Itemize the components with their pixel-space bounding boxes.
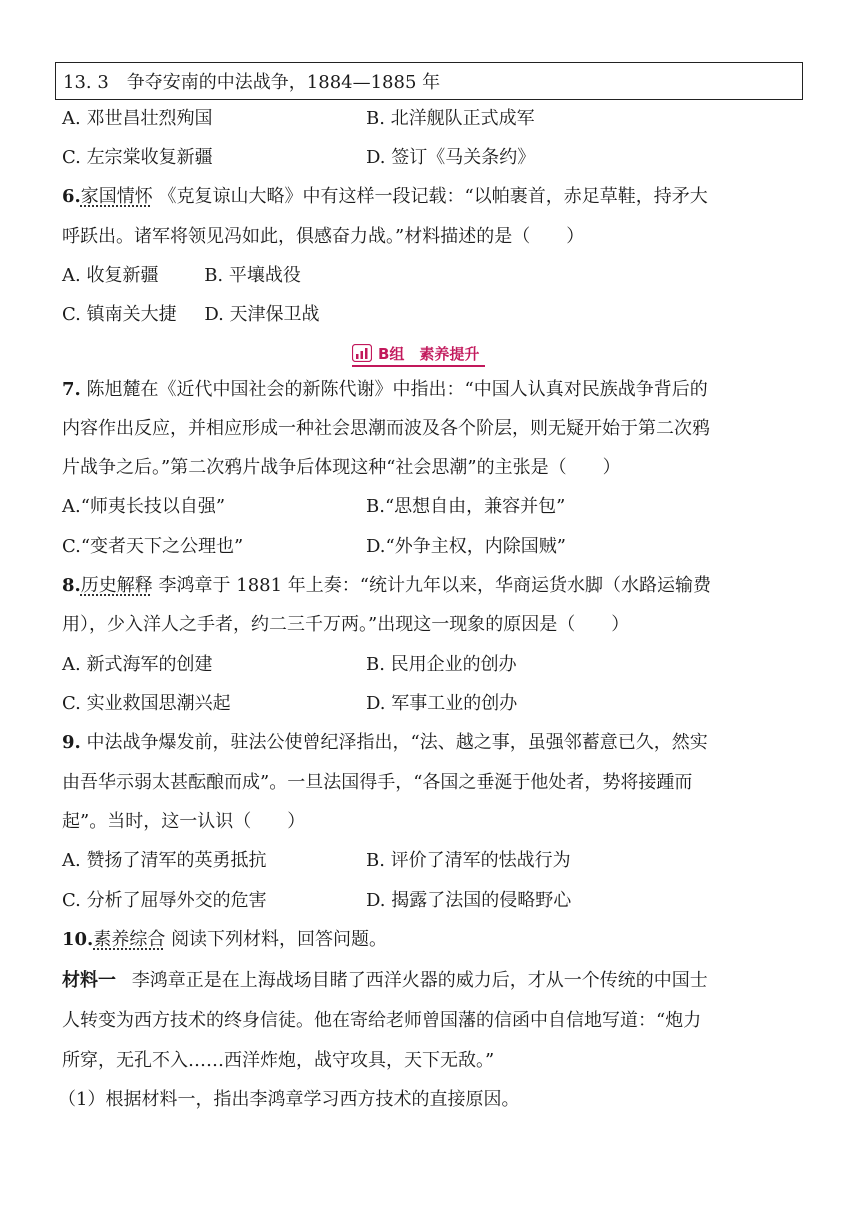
q6-options-row2 xyxy=(62,303,320,327)
q10-tag: 素养综合 xyxy=(93,929,166,950)
q7-text-1: 陈旭麓在《近代中国社会的新陈代谢》中指出：“中国人认真对民族战争背后的 xyxy=(86,379,708,400)
q5-options-row2 xyxy=(62,146,536,170)
q7-number: 7. xyxy=(62,379,81,400)
q10-stem-line1 xyxy=(62,928,387,952)
q9-option-d[interactable]: D. 揭露了法国的侵略野心 xyxy=(366,890,572,911)
q10-number: 10. xyxy=(62,929,94,950)
q9-stem-line1 xyxy=(62,731,708,755)
section-heading-b xyxy=(352,342,479,364)
q5-option-a[interactable]: A. 邓世昌壮烈殉国 xyxy=(62,108,213,129)
q6-text-2: 呼跃出。诸军将领见冯如此，俱感奋力战。”材料描述的是（ ） xyxy=(62,226,585,247)
q9-text-3: 起”。当时，这一认识（ ） xyxy=(62,811,306,832)
q6-options-row1 xyxy=(62,264,301,288)
q8-text-1: 李鸿章于 1881 年上奏：“统计九年以来，华商运货水脚（水路运输费 xyxy=(158,575,711,596)
q9-text-2: 由吾华示弱太甚酝酿而成”。一旦法国得手，“各国之垂涎于他处者，势将接踵而 xyxy=(62,772,693,793)
q10-material1-line3 xyxy=(62,1049,494,1073)
q9-options-row2 xyxy=(62,889,572,913)
q7-option-c[interactable]: C.“变者天下之公理也” xyxy=(62,536,244,557)
q7-option-a[interactable]: A.“师夷长技以自强” xyxy=(62,496,226,517)
q6-option-a[interactable]: A. 收复新疆 xyxy=(62,265,159,286)
q9-text-1: 中法战争爆发前，驻法公使曾纪泽指出，“法、越之事，虽强邻蓄意已久，然实 xyxy=(86,732,708,753)
q10-sub1-text: （1）根据材料一，指出李鸿章学习西方技术的直接原因。 xyxy=(58,1089,520,1110)
q8-option-d[interactable]: D. 军事工业的创办 xyxy=(366,693,518,714)
q9-number: 9. xyxy=(62,732,81,753)
q7-options-row1 xyxy=(62,495,566,519)
q5-option-c[interactable]: C. 左宗棠收复新疆 xyxy=(62,147,213,168)
q5-option-b[interactable]: B. 北洋舰队正式成军 xyxy=(366,108,535,129)
material-1-text-3: 所穿，无孔不入……西洋炸炮，战守攻具，天下无敌。” xyxy=(62,1050,495,1071)
q7-text-3: 片战争之后。”第二次鸦片战争后体现这种“社会思潮”的主张是（ ） xyxy=(62,457,621,478)
q8-option-c[interactable]: C. 实业救国思潮兴起 xyxy=(62,693,231,714)
q9-option-b[interactable]: B. 评价了清军的怯战行为 xyxy=(366,850,571,871)
q7-stem-line3 xyxy=(62,456,621,480)
material-1-label: 材料一 xyxy=(62,970,116,991)
q7-stem-line1 xyxy=(62,378,708,402)
q7-option-d[interactable]: D.“外争主权，内除国贼” xyxy=(366,536,566,557)
q8-option-a[interactable]: A. 新式海军的创建 xyxy=(62,654,213,675)
q10-intro: 阅读下列材料，回答问题。 xyxy=(171,929,388,950)
q7-stem-line2 xyxy=(62,417,710,441)
q5-option-d[interactable]: D. 签订《马关条约》 xyxy=(366,147,536,168)
q8-number: 8. xyxy=(62,575,81,596)
q7-options-row2 xyxy=(62,535,566,559)
q9-stem-line2 xyxy=(62,771,692,795)
material-1-text-2: 人转变为西方技术的终身信徒。他在寄给老师曾国藩的信函中自信地写道：“炮力 xyxy=(62,1010,702,1031)
q6-number: 6. xyxy=(62,186,81,207)
q6-option-c[interactable]: C. 镇南关大捷 xyxy=(62,304,177,325)
material-1-text-1: 李鸿章正是在上海战场目睹了西洋火器的威力后，才从一个传统的中国士 xyxy=(131,970,708,991)
q6-stem-line1 xyxy=(62,185,708,209)
q8-options-row1 xyxy=(62,653,517,677)
q10-material1-line2 xyxy=(62,1009,701,1033)
bar-chart-icon xyxy=(352,344,372,362)
q8-stem-line2 xyxy=(62,613,629,637)
section-heading-underline xyxy=(352,365,485,367)
section-heading-label: B组 素养提升 xyxy=(378,344,480,363)
q8-options-row2 xyxy=(62,692,518,716)
q8-option-b[interactable]: B. 民用企业的创办 xyxy=(366,654,517,675)
q9-stem-line3 xyxy=(62,810,305,834)
q10-material1-line1 xyxy=(62,969,708,993)
q6-option-b[interactable]: B. 平壤战役 xyxy=(204,265,301,286)
q9-options-row1 xyxy=(62,849,571,873)
q6-stem-line2 xyxy=(62,225,584,249)
q6-tag: 家国情怀 xyxy=(80,186,153,207)
q9-option-a[interactable]: A. 赞扬了清军的英勇抵抗 xyxy=(62,850,267,871)
q7-text-2: 内容作出反应，并相应形成一种社会思潮而波及各个阶层，则无疑开始于第二次鸦 xyxy=(62,418,710,439)
q8-stem-line1 xyxy=(62,574,711,598)
section-title: 13. 3 争夺安南的中法战争，1884—1885 年 xyxy=(63,72,441,93)
q6-text-1: 《克复谅山大略》中有这样一段记载：“以帕裹首，赤足草鞋，持矛大 xyxy=(158,186,708,207)
q10-subquestion-1 xyxy=(58,1088,519,1112)
q6-option-d[interactable]: D. 天津保卫战 xyxy=(204,304,320,325)
q8-tag: 历史解释 xyxy=(80,575,153,596)
q5-options-row1 xyxy=(62,107,535,131)
q9-option-c[interactable]: C. 分析了屈辱外交的危害 xyxy=(62,890,267,911)
q7-option-b[interactable]: B.“思想自由，兼容并包” xyxy=(366,496,566,517)
section-title-box xyxy=(55,62,803,100)
q8-text-2: 用），少入洋人之手者，约二三千万两。”出现这一现象的原因是（ ） xyxy=(62,614,630,635)
